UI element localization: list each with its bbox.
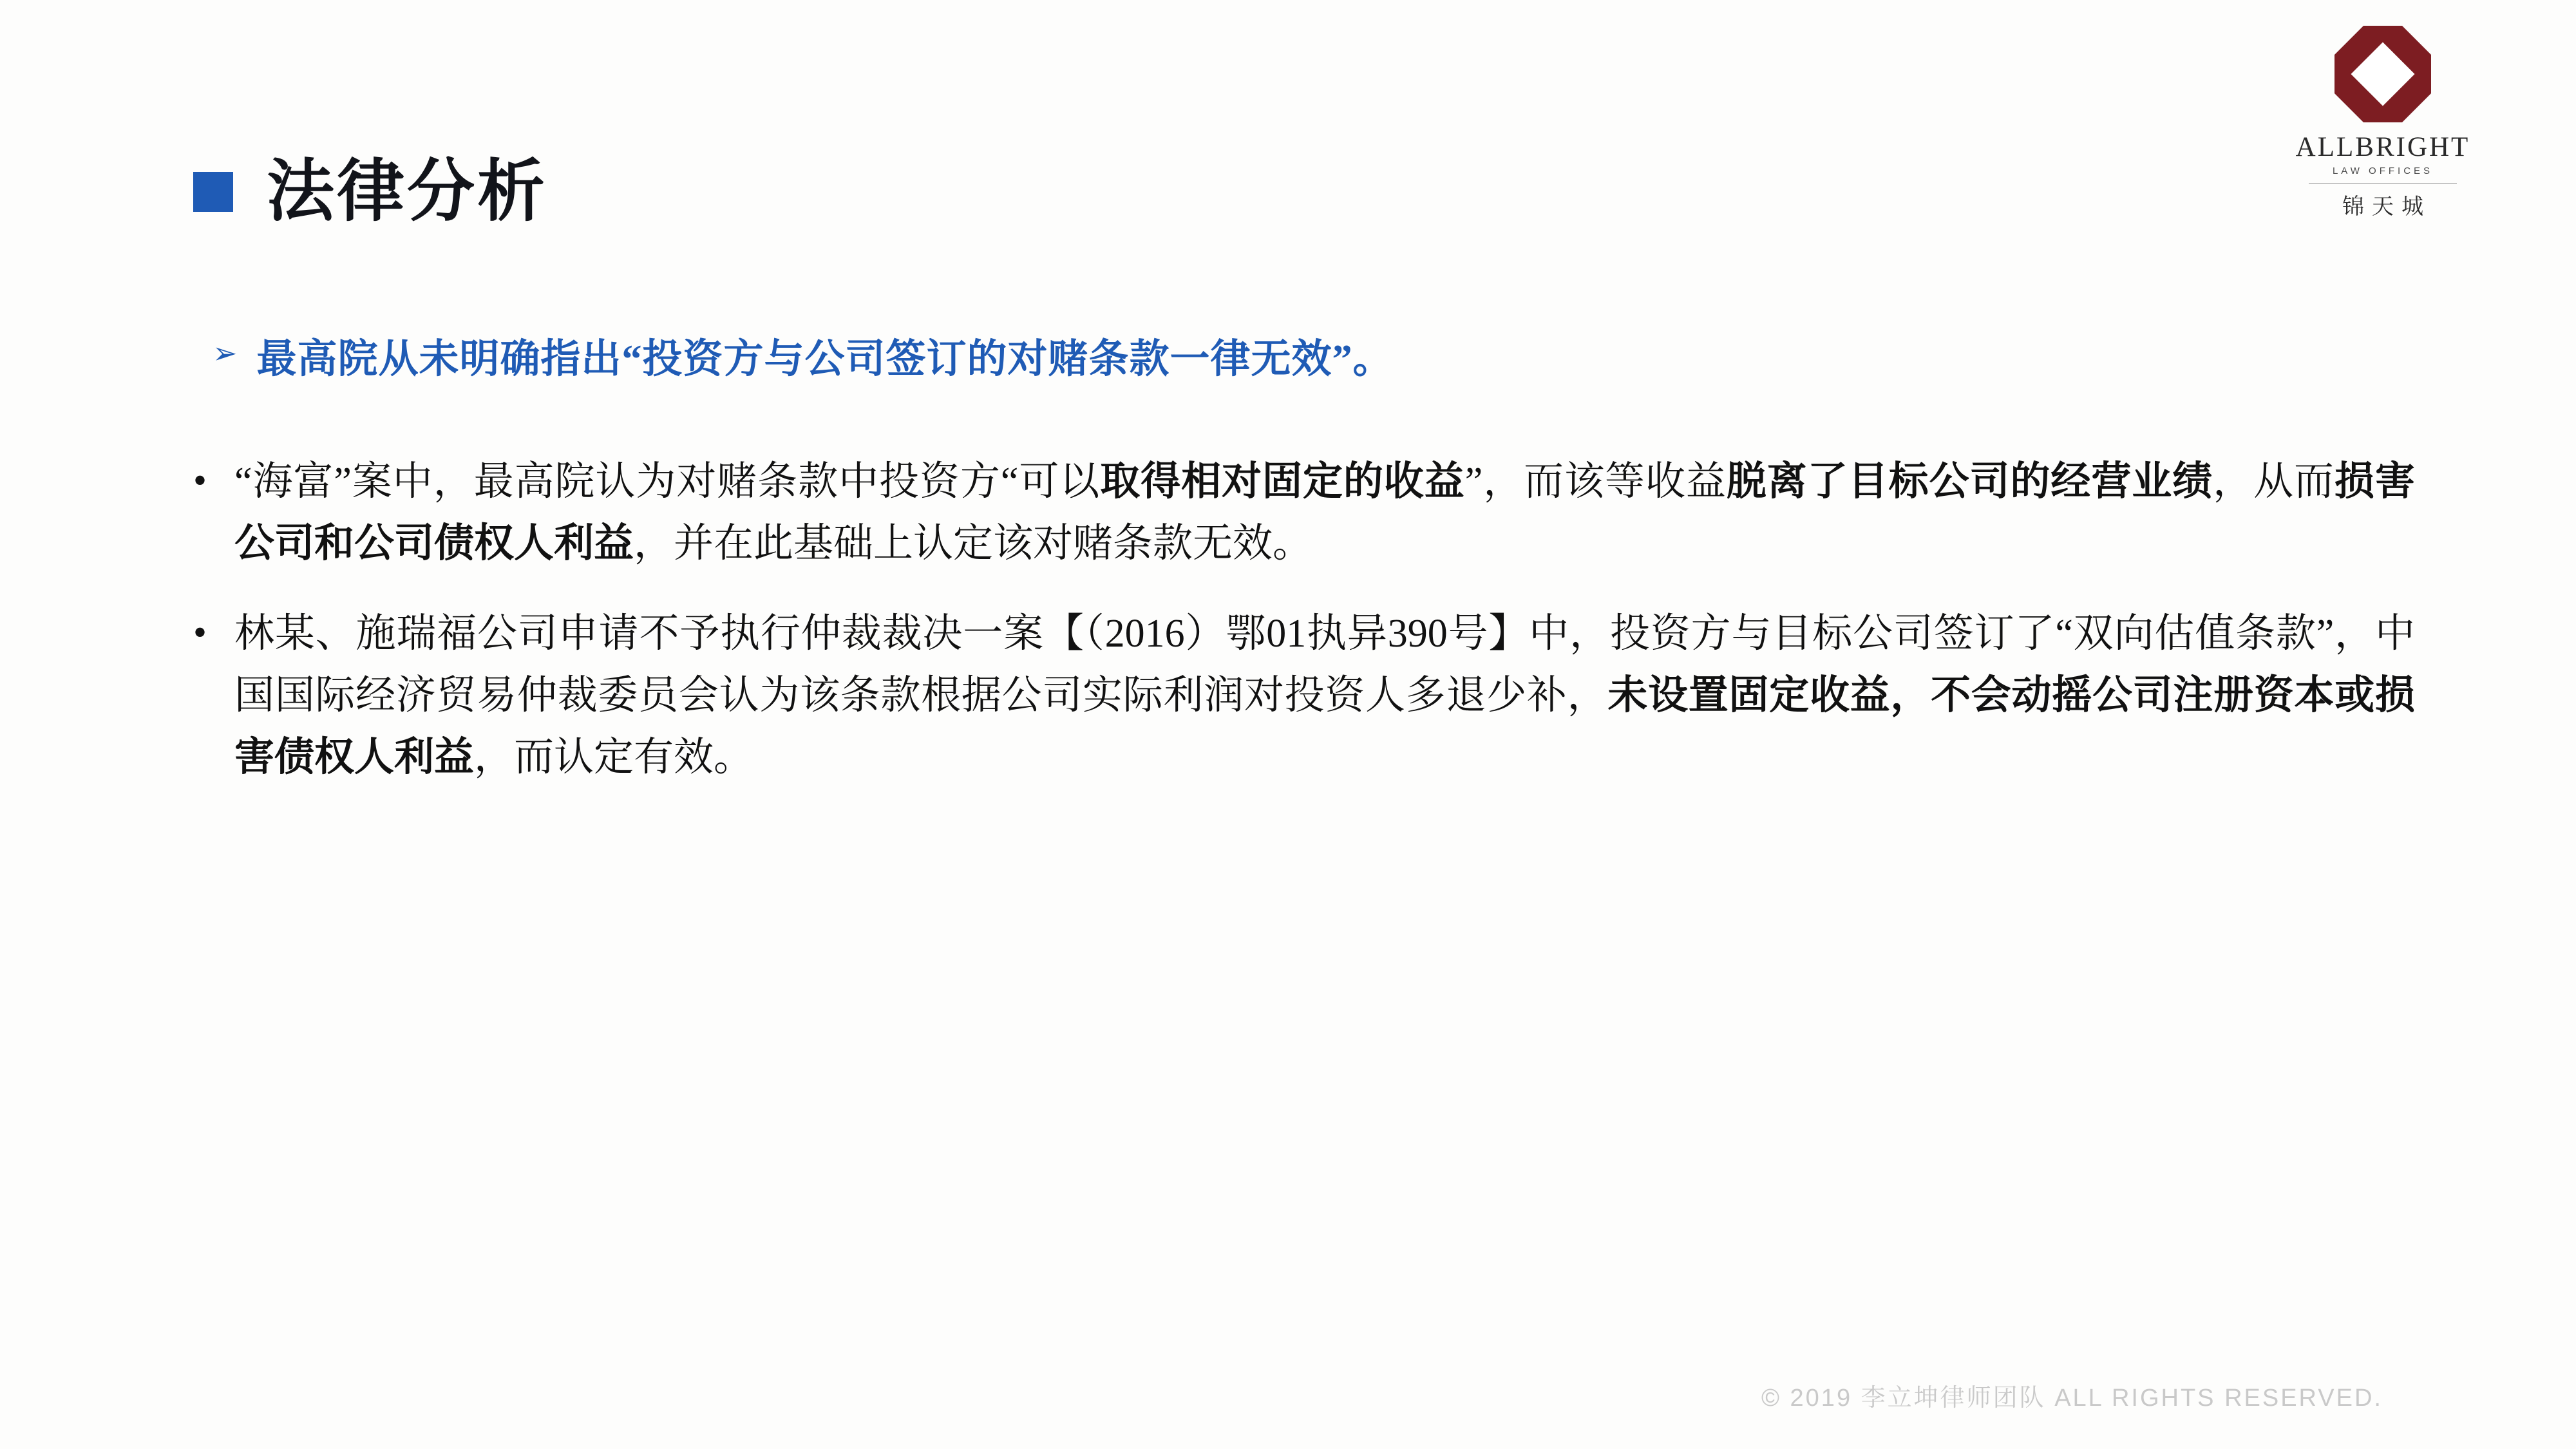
list-item-text: 林某、施瑞福公司申请不予执行仲裁裁决一案【（2016）鄂01执异390号】中，投资方与目标公司签订了“双向估值条款”，中国国际经济贸易仲裁委员会认为该条款根据公司实际利润对投资人多退少补，未设置固定收益，不会动摇公司注册资本或损害债权人利益，而认定有效。: [234, 612, 2415, 780]
logo-octagon-icon: [2334, 26, 2431, 122]
page-title: [193, 154, 548, 229]
list-item-text: “海富”案中，最高院认为对赌条款中投资方“可以取得相对固定的收益”，而该等收益脱离了目标公司的经营业绩，从而损害公司和公司债权人利益，并在此基础上认定该对赌条款无效。: [234, 460, 2415, 566]
list-item: [193, 603, 2415, 788]
footer-copyright: © 2019 李立坤律师团队 ALL RIGHTS RESERVED.: [1761, 1385, 2383, 1412]
body-bullet-list: [193, 451, 2415, 817]
lead-bullet: [213, 335, 2415, 385]
allbright-logo: [2286, 26, 2479, 220]
bullet-dot-icon: •: [193, 459, 207, 502]
title-bullet-square-icon: [193, 172, 233, 212]
logo-name-en: ALLBRIGHT: [2295, 132, 2470, 162]
page-title-text: 法律分析: [267, 154, 548, 229]
lead-bullet-text: 最高院从未明确指出“投资方与公司签订的对赌条款一律无效”。: [256, 337, 1394, 381]
bullet-dot-icon: •: [193, 611, 207, 654]
list-item: [193, 451, 2415, 574]
logo-name-cn: 锦天城: [2342, 195, 2431, 219]
logo-divider: [2309, 183, 2457, 184]
octagon-shape: [2334, 26, 2431, 122]
arrow-right-icon: ➢: [213, 337, 238, 370]
logo-tagline: LAW OFFICES: [2332, 166, 2434, 176]
diamond-shape: [2351, 43, 2415, 106]
